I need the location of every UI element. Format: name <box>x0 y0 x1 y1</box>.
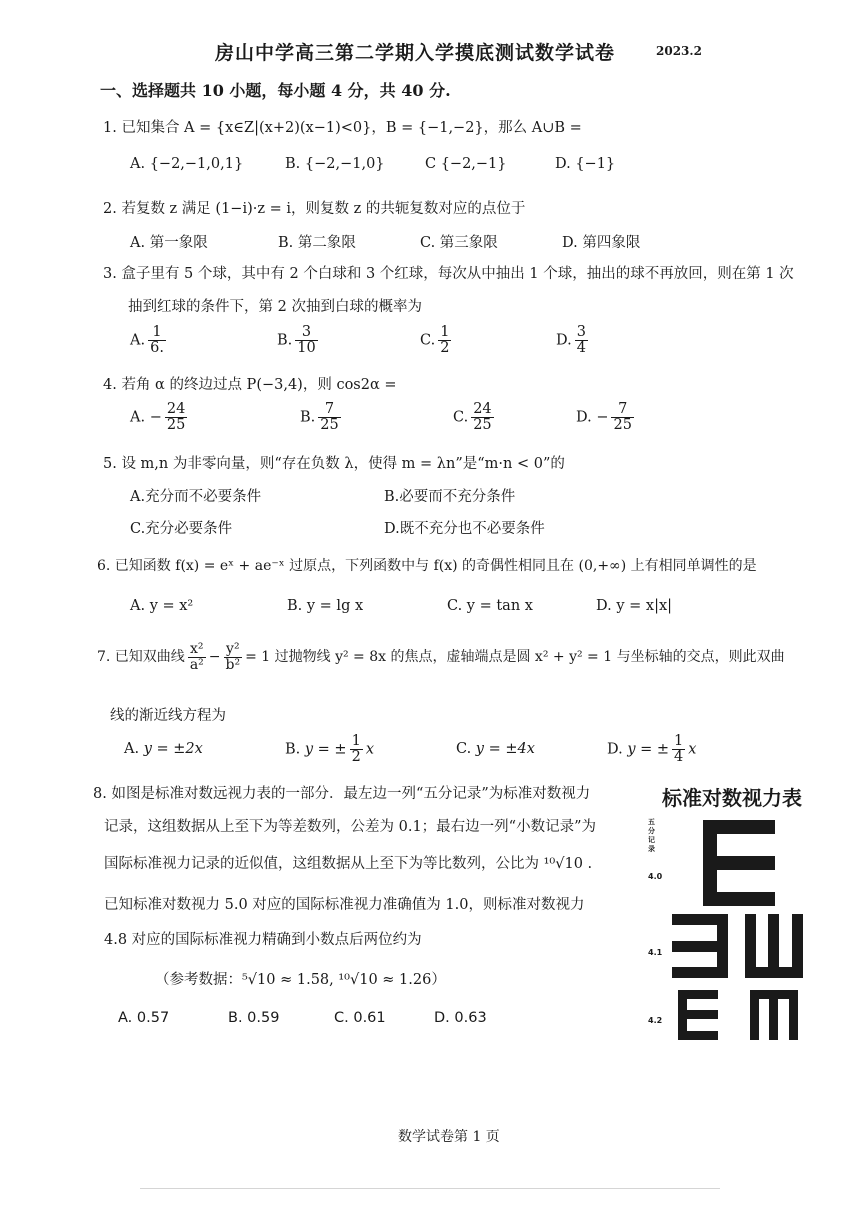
section-heading: 一、选择题共 10 小题，每小题 4 分，共 40 分. <box>100 81 451 100</box>
q4-option-a: A. − $\frac{24}{25}$ <box>130 401 186 434</box>
vision-chart-row-label: 4.0 <box>648 872 663 881</box>
q8-stem-line2: 记录，这组数据从上至下为等差数列，公差为 0.1；最右边一列“小数记录”为 <box>104 819 596 835</box>
q8-option-d: D. 0.63 <box>434 1010 487 1026</box>
q3-option-d: D. $\frac{3}{4}$ <box>556 324 586 357</box>
q6-option-a: A. y = x² <box>130 598 194 614</box>
q6-option-b: B. y = lg x <box>287 598 364 614</box>
q5-stem: 5. 设 m,n 为非零向量，则“存在负数 λ，使得 m = λn”是“m·n < 0”的 <box>103 456 565 472</box>
q8-stem-line5: 4.8 对应的国际标准视力精确到小数点后两位约为 <box>104 932 422 948</box>
q7-stem-line2: 线的渐近线方程为 <box>110 708 226 724</box>
q6-stem: 6. 已知函数 f(x) = eˣ + ae⁻ˣ 过原点，下列函数中与 f(x) 的奇偶性相同且在 (0,+∞) 上有相同单调性的是 <box>97 558 757 574</box>
optotype-e-right-small <box>678 990 718 1040</box>
q6-option-c: C. y = tan x <box>447 598 533 614</box>
page-title: 房山中学高三第二学期入学摸底测试数学试卷 <box>215 42 616 64</box>
q4-option-c: C. $\frac{24}{25}$ <box>453 401 492 434</box>
q3-option-b: B. $\frac{3}{10}$ <box>277 324 316 357</box>
q8-reference-data: （参考数据：⁵√10 ≈ 1.58, ¹⁰√10 ≈ 1.26） <box>155 972 446 988</box>
q2-stem: 2. 若复数 z 满足 (1−i)·z = i，则复数 z 的共轭复数对应的点位于 <box>103 201 526 217</box>
q7-option-c: C. y = ±4x <box>456 741 535 757</box>
q5-option-c: C.充分必要条件 <box>130 521 233 537</box>
q6-option-d: D. y = x|x| <box>596 598 673 614</box>
scan-artifact-line <box>140 1188 720 1189</box>
q4-option-d: D. − $\frac{7}{25}$ <box>576 401 632 434</box>
q8-stem-line3: 国际标准视力记录的近似值，这组数据从上至下为等比数列，公比为 ¹⁰√10 . <box>104 856 593 872</box>
q8-option-c: C. 0.61 <box>334 1010 386 1026</box>
q1-option-d: D. {−1} <box>555 156 616 172</box>
q2-option-d: D. 第四象限 <box>562 235 641 251</box>
q5-option-b: B.必要而不充分条件 <box>384 489 516 505</box>
vision-chart-row-label: 4.2 <box>648 1016 663 1025</box>
vision-chart-title: 标准对数视力表 <box>662 786 802 810</box>
q4-stem: 4. 若角 α 的终边过点 P(−3,4)，则 cos2α = <box>103 377 397 393</box>
optotype-e-left <box>672 914 728 978</box>
q3-stem-line1: 3. 盒子里有 5 个球，其中有 2 个白球和 3 个红球，每次从中抽出 1 个球，抽出的球不再放回，则在第 1 次 <box>103 266 794 282</box>
q4-option-b: B. $\frac{7}{25}$ <box>300 401 339 434</box>
q8-option-b: B. 0.59 <box>228 1010 280 1026</box>
q8-option-a: A. 0.57 <box>118 1010 170 1026</box>
q7-option-a: A. y = ±2x <box>124 741 203 757</box>
q7-stem-line1: 7. 已知双曲线 $\frac{\text{x²}}{\text{a²}}$ − $\frac{\text{y²}}{\text{b²}}$ = 1 过抛物线 y² = 8x 的焦点，虚轴端点是圆 x² + y² = 1 与坐标轴的交点，则此双曲 <box>97 641 785 673</box>
exam-date: 2023.2 <box>656 44 702 58</box>
q2-option-a: A. 第一象限 <box>130 235 208 251</box>
optotype-e-up <box>745 914 803 978</box>
page-footer: 数学试卷第 1 页 <box>398 1129 500 1145</box>
optotype-e-right <box>703 820 775 906</box>
q1-option-a: A. {−2,−1,0,1} <box>130 156 244 172</box>
q2-option-c: C. 第三象限 <box>420 235 498 251</box>
q3-option-c: C. $\frac{1}{2}$ <box>420 324 450 357</box>
q1-stem: 1. 已知集合 A = {x∈Z|(x+2)(x−1)<0}，B = {−1,−2}，那么 A∪B = <box>103 120 582 136</box>
q8-stem-line4: 已知标准对数视力 5.0 对应的国际标准视力准确值为 1.0，则标准对数视力 <box>104 897 585 913</box>
q5-option-a: A.充分而不必要条件 <box>130 489 262 505</box>
q1-option-b: B. {−2,−1,0} <box>285 156 385 172</box>
q2-option-b: B. 第二象限 <box>278 235 356 251</box>
vision-chart-figure <box>640 810 840 1050</box>
q5-option-d: D.既不充分也不必要条件 <box>384 521 545 537</box>
vision-chart-row-label: 4.1 <box>648 948 663 957</box>
q3-option-a: A. $\frac{1}{6.}$ <box>130 324 164 357</box>
q1-option-c: C {−2,−1} <box>425 156 507 172</box>
q7-option-b: B. y = ± $\frac{1}{2}$ x <box>285 733 375 766</box>
vision-chart-column-label: 五分记录 <box>648 818 655 853</box>
q7-option-d: D. y = ± $\frac{1}{4}$ x <box>607 733 697 766</box>
q8-stem-line1: 8. 如图是标准对数远视力表的一部分．最左边一列“五分记录”为标准对数视力 <box>93 786 591 802</box>
q3-stem-line2: 抽到红球的条件下，第 2 次抽到白球的概率为 <box>128 299 422 315</box>
optotype-e-down <box>750 990 798 1040</box>
